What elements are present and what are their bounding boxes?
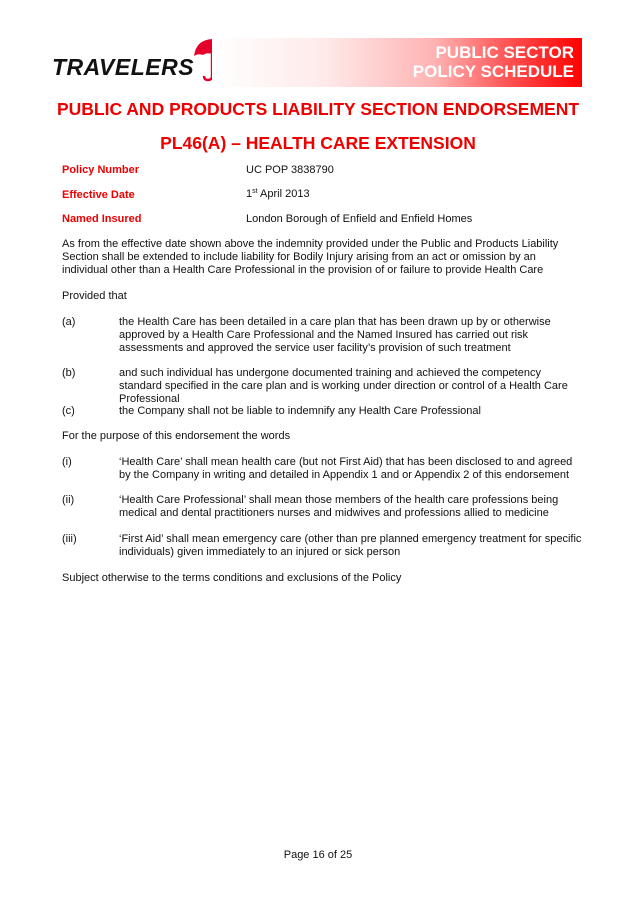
named-insured-value: London Borough of Enfield and Enfield Homes bbox=[246, 213, 473, 225]
banner-line-1: PUBLIC SECTOR bbox=[435, 43, 574, 62]
policy-number-value: UC POP 3838790 bbox=[246, 164, 334, 176]
definition-label: (iii) bbox=[62, 533, 77, 545]
definition-text: ‘Health Care Professional’ shall mean those members of the health care professions being medical and dental practitioners nurses and midwives and professions allied to medicine bbox=[119, 494, 559, 519]
condition-label: (c) bbox=[62, 405, 75, 417]
condition-label: (b) bbox=[62, 367, 76, 379]
provided-that-label: Provided that bbox=[62, 290, 127, 302]
effective-date-value bbox=[246, 188, 310, 200]
policy-number-label: Policy Number bbox=[62, 164, 140, 176]
definition-label: (i) bbox=[62, 456, 72, 468]
effective-date-rest: April 2013 bbox=[257, 188, 310, 200]
definitions-intro: For the purpose of this endorsement the words bbox=[62, 430, 291, 442]
policy-schedule-banner bbox=[212, 38, 582, 87]
effective-date-label: Effective Date bbox=[62, 189, 135, 201]
condition-text: the Health Care has been detailed in a care plan that has been drawn up by or otherwise approved by a Health Care Professional and the Named Insured has carried out risk assessments and approved the service user facility’s provision of such treatment bbox=[119, 316, 551, 354]
definition-text: ‘First Aid’ shall mean emergency care (other than pre planned emergency treatment for specific individuals) given immediately to an injured or sick person bbox=[119, 533, 582, 558]
closing-statement: Subject otherwise to the terms conditions and exclusions of the Policy bbox=[62, 572, 402, 584]
logo-wordmark: TRAVELERS bbox=[52, 54, 195, 80]
banner-line-2: POLICY SCHEDULE bbox=[412, 62, 574, 81]
condition-text: the Company shall not be liable to indemnify any Health Care Professional bbox=[119, 405, 481, 417]
definition-label: (ii) bbox=[62, 494, 75, 506]
travelers-logo bbox=[52, 38, 232, 84]
document-title: PUBLIC AND PRODUCTS LIABILITY SECTION ENDORSEMENT bbox=[56, 99, 580, 119]
intro-paragraph: As from the effective date shown above the indemnity provided under the Public and Products Liability Section shall be extended to include liability for Bodily Injury arising from an act or omission by an individual other than a Health Care Professional in the provision of or failure to provide Health Care bbox=[62, 238, 559, 276]
effective-date-suffix: st bbox=[252, 188, 258, 195]
condition-text: and such individual has undergone documented training and achieved the competency standard specified in the care plan and is working under direction or control of a Health Care Professional bbox=[119, 367, 568, 405]
definition-text: ‘Health Care’ shall mean health care (but not First Aid) that has been disclosed to and agreed by the Company in writing and detailed in Appendix 1 and or Appendix 2 of this endorsement bbox=[119, 456, 573, 481]
page-number: Page 16 of 25 bbox=[283, 849, 353, 861]
effective-date-day: 1 bbox=[246, 188, 253, 200]
condition-label: (a) bbox=[62, 316, 76, 328]
named-insured-label: Named Insured bbox=[62, 213, 142, 225]
document-subtitle: PL46(A) – HEALTH CARE EXTENSION bbox=[160, 133, 476, 153]
